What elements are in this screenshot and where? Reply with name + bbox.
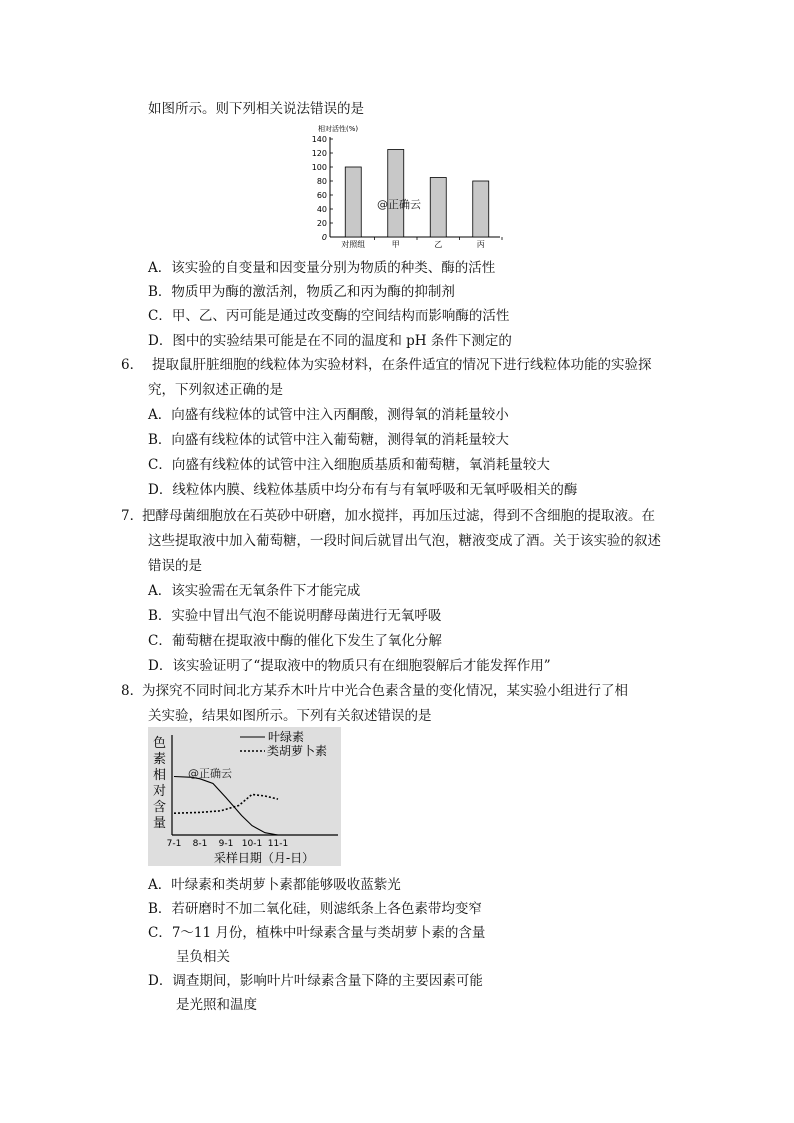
- watermark: @正确云: [377, 198, 421, 211]
- q7-option-c: C．葡萄糖在提取液中酶的催化下发生了氧化分解: [148, 633, 442, 649]
- bar-chart-relative-activity: [310, 122, 520, 254]
- x-axis-label: 采样日期（月-日）: [213, 851, 315, 865]
- q6-option-b: B．向盛有线粒体的试管中注入葡萄糖，测得氧的消耗量较大: [148, 432, 509, 448]
- q8-option-c-continued: 呈负相关: [176, 949, 230, 965]
- legend-label: 类胡萝卜素: [267, 744, 328, 758]
- y-tick-label: 60: [316, 191, 327, 200]
- y-tick-label: 40: [316, 205, 327, 214]
- q8-option-b: B．若研磨时不加二氧化硅，则滤纸条上各色素带均变窄: [148, 901, 482, 917]
- y-axis-label: 相对活性(%): [318, 125, 359, 133]
- q7-stem-line2: 这些提取液中加入葡萄糖，一段时间后就冒出气泡，糖液变成了酒。关于该实验的叙述: [148, 533, 661, 549]
- y-axis-label-char: 对: [153, 784, 167, 799]
- q7-option-a: A．该实验需在无氧条件下才能完成: [148, 583, 361, 599]
- q8-stem-line2: 关实验，结果如图所示。下列有关叙述错误的是: [148, 708, 432, 724]
- y-axis-label-char: 含: [153, 800, 167, 815]
- y-axis-label-char: 素: [153, 752, 167, 767]
- q7-stem-line3: 错误的是: [148, 558, 202, 574]
- q6-option-a: A．向盛有线粒体的试管中注入丙酮酸，测得氧的消耗量较小: [148, 407, 509, 423]
- q8-option-c: C．7～11 月份，植株中叶绿素含量与类胡萝卜素的含量: [148, 925, 486, 941]
- x-tick-label: 7-1: [166, 839, 182, 849]
- y-axis-label-char: 量: [153, 816, 167, 831]
- line-chart-pigment-content: [148, 727, 341, 866]
- x-tick-label: 乙: [434, 240, 443, 249]
- q8-number: 8．: [121, 683, 144, 699]
- y-tick-label: 80: [316, 177, 327, 186]
- q5-option-a: A．该实验的自变量和因变量分别为物质的种类、酶的活性: [148, 260, 496, 276]
- q7-option-b: B．实验中冒出气泡不能说明酵母菌进行无氧呼吸: [148, 608, 442, 624]
- y-axis-label-char: 色: [153, 736, 167, 751]
- bar-丙: [473, 181, 489, 237]
- q5-intro: 如图所示。则下列相关说法错误的是: [148, 101, 364, 117]
- bar-对照组: [345, 167, 361, 237]
- q7-number: 7．: [121, 508, 144, 524]
- x-tick-label: 8-1: [192, 839, 208, 849]
- q5-option-b: B．物质甲为酶的激活剂，物质乙和丙为酶的抑制剂: [148, 284, 455, 300]
- q5-option-d: D．图中的实验结果可能是在不同的温度和 pH 条件下测定的: [148, 333, 512, 349]
- q7-option-d: D．该实验证明了“提取液中的物质只有在细胞裂解后才能发挥作用”: [148, 658, 551, 674]
- q6-stem-line1: 提取鼠肝脏细胞的线粒体为实验材料，在条件适宜的情况下进行线粒体功能的实验探: [152, 357, 652, 373]
- x-tick-label: 9-1: [218, 839, 234, 849]
- y-tick-label: 140: [311, 135, 327, 144]
- x-tick-label: 对照组: [341, 240, 366, 249]
- bar-乙: [430, 178, 446, 238]
- y-axis-label-char: 相: [153, 768, 167, 783]
- y-tick-label: 120: [311, 149, 327, 158]
- x-tick-label: 10-1: [241, 839, 263, 849]
- q6-stem-line2: 究，下列叙述正确的是: [148, 382, 283, 398]
- q8-option-d: D．调查期间，影响叶片叶绿素含量下降的主要因素可能: [148, 973, 483, 989]
- y-tick-label: 0: [321, 233, 327, 242]
- x-tick-label: 11-1: [267, 839, 289, 849]
- y-tick-label: 20: [316, 219, 327, 228]
- x-tick-label: 甲: [391, 240, 400, 249]
- q6-option-d: D．线粒体内膜、线粒体基质中均分布有与有氧呼吸和无氧呼吸相关的酶: [148, 482, 578, 498]
- q8-option-d-continued: 是光照和温度: [176, 997, 257, 1013]
- bar-甲: [388, 150, 404, 238]
- watermark: @正确云: [188, 767, 232, 780]
- q7-stem-line1: 把酵母菌细胞放在石英砂中研磨，加水搅拌，再加压过滤，得到不含细胞的提取液。在: [142, 508, 655, 524]
- q6-option-c: C．向盛有线粒体的试管中注入细胞质基质和葡萄糖，氧消耗量较大: [148, 457, 550, 473]
- q8-option-a: A．叶绿素和类胡萝卜素都能够吸收蓝紫光: [148, 877, 401, 893]
- x-tick-label: 丙: [476, 240, 485, 249]
- legend-label: 叶绿素: [268, 730, 305, 744]
- q6-number: 6．: [121, 357, 144, 373]
- y-tick-label: 100: [311, 163, 327, 172]
- q5-option-c: C．甲、乙、丙可能是通过改变酶的空间结构而影响酶的活性: [148, 308, 510, 324]
- q8-stem-line1: 为探究不同时间北方某乔木叶片中光合色素含量的变化情况，某实验小组进行了相: [142, 683, 628, 699]
